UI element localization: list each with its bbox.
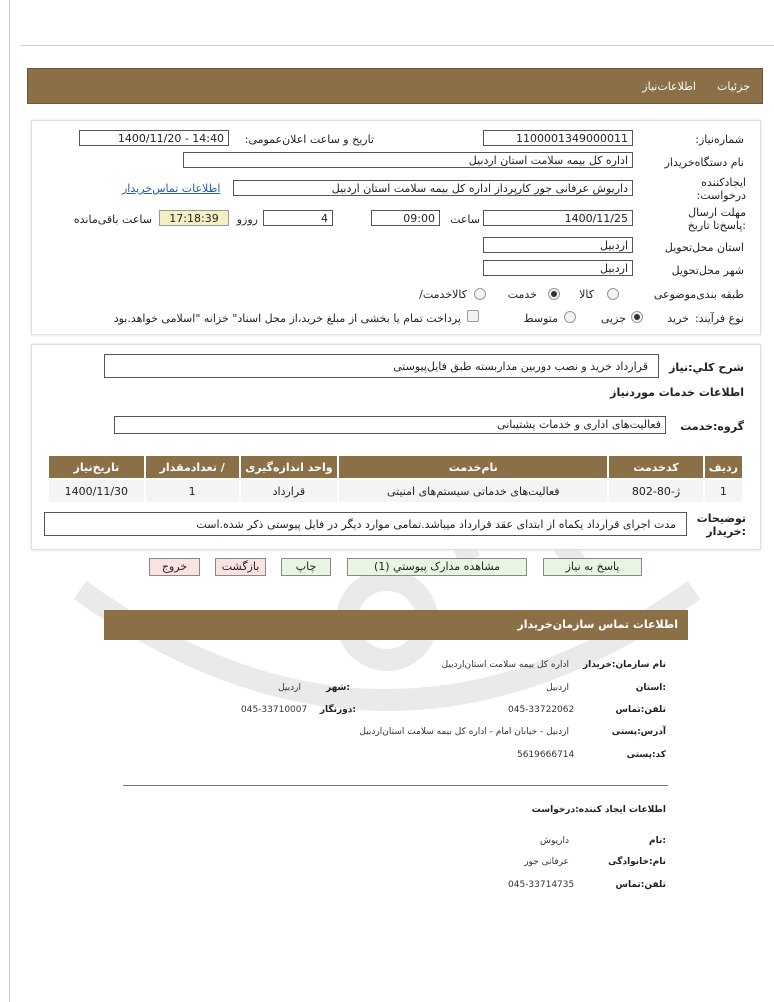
province-label: استان محل‌تحویل [664, 241, 744, 254]
deadline-label: مهلت ارسال :پاسخ‌تا تاریخ [687, 206, 746, 232]
deadline-time-field: 09:00 [371, 210, 440, 226]
contact-province-label: :استان [635, 683, 666, 693]
category-label: طبقه بندی‌موضوعی [653, 288, 744, 301]
reply-button[interactable]: پاسخ به نیاز [543, 558, 642, 576]
creator-name-value: داریوش [540, 836, 569, 846]
need-number-label: شماره‌نیاز: [695, 133, 744, 146]
address-label: آدرس:پستی [611, 727, 666, 737]
treasury-payment-checkbox[interactable] [467, 310, 479, 322]
creator-name-label: :نام [649, 836, 666, 846]
remaining-time-label: ساعت باقی‌مانده [73, 213, 152, 226]
category-goods-service-label: کالاخدمت/ [419, 288, 467, 301]
phone-label: تلفن:تماس [615, 705, 666, 715]
city-field: اردبیل [483, 260, 633, 276]
general-desc-label: شرح کلي:نیاز [669, 361, 744, 374]
buyer-contact-link[interactable]: اطلاعات تماس‌خریدار [122, 182, 221, 195]
announce-date-label: تاریخ و ساعت اعلان‌عمومی: [244, 133, 374, 146]
creator-phone-value: 045-33714735 [508, 880, 575, 890]
need-number-field: 1100001349000011 [483, 130, 633, 146]
address-value: اردبیل - خیابان امام - اداره کل بیمه سلامت استان‌اردبیل [359, 727, 569, 737]
city-label: شهر محل‌تحویل [671, 264, 744, 277]
col-need-date: تاریخ‌نیاز [48, 455, 145, 479]
org-value: اداره کل بیمه سلامت استان‌اردبیل [441, 660, 569, 670]
process-medium-radio[interactable] [564, 311, 576, 323]
treasury-payment-label: پرداخت تمام یا بخشی از مبلغ خرید،از محل اسناد" خزانه "اسلامی خواهد.بود [113, 312, 461, 325]
deadline-time-label: ساعت [450, 213, 480, 226]
announce-date-field: 1400/11/20 - 14:40 [79, 130, 229, 146]
col-row: ردیف [704, 455, 743, 479]
service-group-field: فعالیت‌های اداری و خدمات پشتیبانی [114, 416, 666, 434]
col-service-name: نام‌خدمت [338, 455, 608, 479]
contact-province-value: اردبیل [546, 683, 569, 693]
tab-details[interactable]: جزئیات [717, 80, 750, 93]
col-quantity: / تعدادمقدار [145, 455, 240, 479]
cell-service-name: فعالیت‌های خدماتی سیستم‌های امنیتی [338, 479, 608, 503]
buyer-contact-header [104, 610, 688, 640]
services-info-title: اطلاعات خدمات موردنیاز [610, 386, 744, 399]
tab-need-info[interactable]: اطلاعات‌نیاز [642, 80, 696, 93]
cell-service-code: ژ-80-802 [608, 479, 703, 503]
remaining-time-field: 17:18:39 [159, 210, 229, 226]
top-divider [20, 45, 774, 46]
col-unit: واحد اندازه‌گیری [240, 455, 339, 479]
creator-field: داریوش عرفانی جور کارپرداز اداره کل بیمه سلامت استان اردبیل [233, 180, 633, 196]
services-table-header [48, 455, 743, 479]
creator-phone-label: تلفن:تماس [615, 880, 666, 890]
buyer-notes-field: مدت اجرای قرارداد یکماه از ابتدای عقد قرارداد میباشد.تمامی موارد دیگر در فایل پیوستی ذکر شده.است [44, 512, 687, 536]
exit-button[interactable]: خروج [149, 558, 200, 576]
process-minor-label: جزیی [600, 312, 626, 325]
fax-label: :دورنگار [319, 705, 356, 715]
creator-family-value: عرفانی جور [524, 857, 569, 867]
cell-quantity: 1 [145, 479, 240, 503]
col-service-code: کدخدمت [608, 455, 703, 479]
org-label: نام سازمان:خریدار [582, 660, 666, 670]
category-service-label: خدمت [507, 288, 537, 301]
print-button[interactable]: چاپ [281, 558, 331, 576]
deadline-date-field: 1400/11/25 [483, 210, 633, 226]
category-goods-radio[interactable] [607, 288, 619, 300]
days-label: روزو [236, 213, 258, 226]
table-row [48, 479, 743, 503]
creator-label: ایجادکننده درخواست: [696, 176, 746, 202]
attachments-button[interactable]: مشاهده مدارک پیوستي (1) [347, 558, 527, 576]
buyer-org-field: اداره کل بیمه سلامت استان اردبیل [183, 152, 633, 168]
phone-value: 045-33722062 [508, 705, 575, 715]
creator-info-title: اطلاعات ایجاد کننده:درخواست [531, 805, 666, 815]
creator-family-label: نام:خانوادگی [608, 857, 666, 867]
cell-row: 1 [704, 479, 743, 503]
process-medium-label: متوسط [523, 312, 558, 325]
services-table [47, 454, 744, 504]
process-buy-label: خرید [667, 312, 689, 325]
contact-city-label: :شهر [326, 683, 350, 693]
back-button[interactable]: بازگشت [215, 558, 266, 576]
top-tab-bar [27, 68, 763, 104]
process-minor-radio[interactable] [631, 311, 643, 323]
contact-city-value: اردبیل [278, 683, 301, 693]
buyer-notes-label: توضیحات :خریدار [696, 512, 746, 538]
fax-value: 045-33710007 [241, 705, 308, 715]
category-service-radio[interactable] [548, 288, 560, 300]
process-type-label: نوع فرآیند: [694, 312, 744, 325]
days-field: 4 [263, 210, 333, 226]
general-desc-field: قرارداد خرید و نصب دوربین مداربسته طبق فایل‌پیوستی [104, 354, 659, 378]
contact-divider [123, 785, 668, 786]
category-goods-label: کالا [579, 288, 594, 301]
buyer-contact-title: اطلاعات تماس سازمان‌خریدار [517, 618, 678, 631]
buyer-org-label: نام دستگاه‌خریدار [664, 156, 744, 169]
postal-code-label: کد:پستی [626, 750, 666, 760]
service-group-label: گروه:خدمت [680, 420, 744, 433]
cell-unit: قرارداد [240, 479, 339, 503]
category-goods-service-radio[interactable] [474, 288, 486, 300]
cell-need-date: 1400/11/30 [48, 479, 145, 503]
left-border-line [9, 0, 10, 1002]
province-field: اردبیل [483, 237, 633, 253]
postal-code-value: 5619666714 [517, 750, 575, 760]
